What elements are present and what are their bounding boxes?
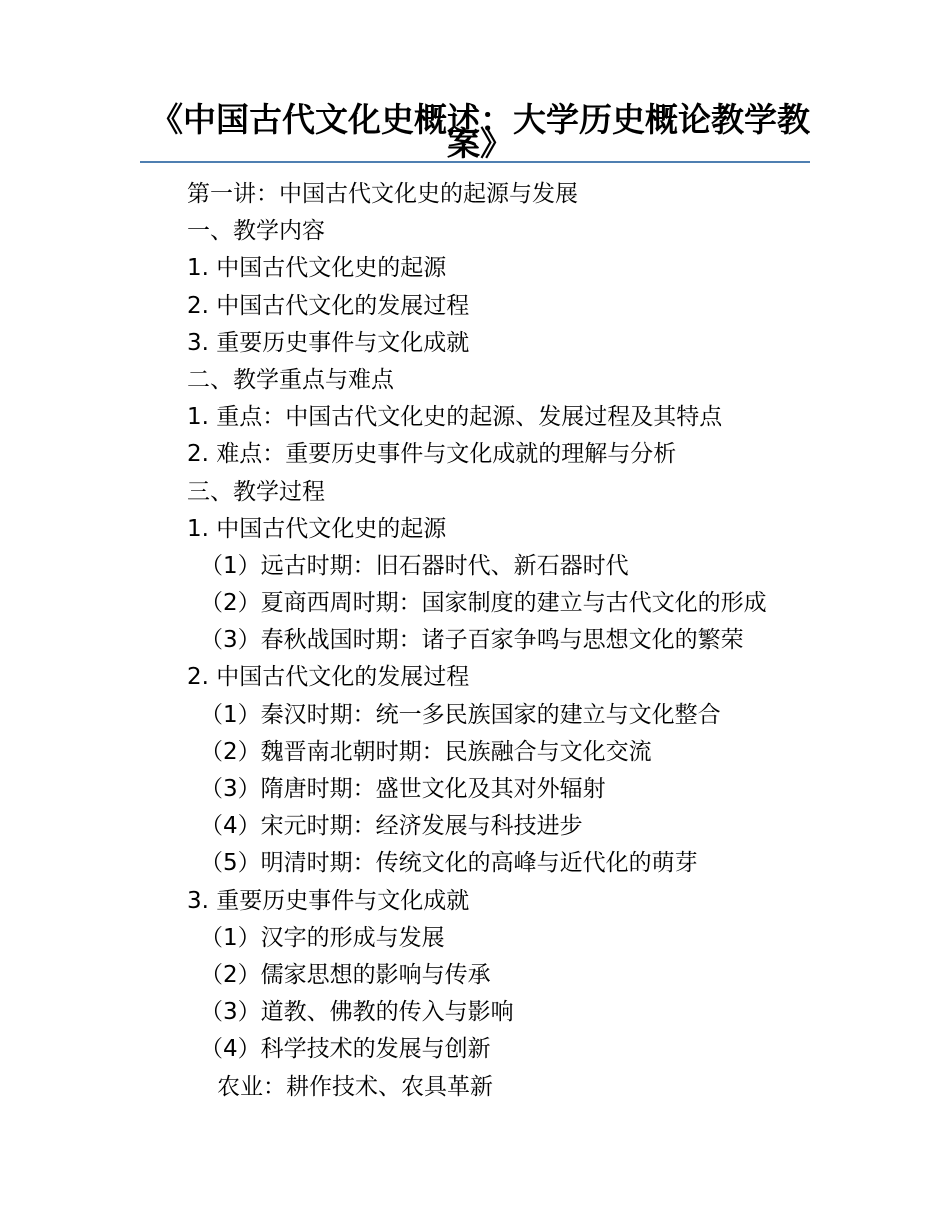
- list-item: 2. 中国古代文化的发展过程: [187, 292, 470, 319]
- list-item: 2. 中国古代文化的发展过程: [187, 664, 470, 691]
- document-body: [187, 176, 887, 1106]
- lecture-heading: 第一讲：中国古代文化史的起源与发展: [187, 181, 578, 207]
- list-item: 3. 重要历史事件与文化成就: [187, 329, 470, 356]
- list-item: 2. 难点：重要历史事件与文化成就的理解与分析: [187, 441, 677, 468]
- sub-list-item: （4）科学技术的发展与创新: [200, 1036, 491, 1063]
- document-title: 《中国古代文化史概述：大学历史概论教学教案》: [150, 100, 810, 163]
- sub-list-item: （1）秦汉时期：统一多民族国家的建立与文化整合: [200, 701, 721, 728]
- sub-list-item: （4）宋元时期：经济发展与科技进步: [200, 813, 583, 840]
- detail-item: 农业：耕作技术、农具革新: [217, 1073, 493, 1100]
- list-item: 1. 中国古代文化史的起源: [187, 515, 447, 542]
- sub-list-item: （5）明清时期：传统文化的高峰与近代化的萌芽: [200, 850, 698, 877]
- section-heading-key-points: 二、教学重点与难点: [187, 366, 394, 393]
- sub-list-item: （1）汉字的形成与发展: [200, 924, 445, 951]
- list-item: 1. 重点：中国古代文化史的起源、发展过程及其特点: [187, 404, 723, 431]
- sub-list-item: （3）春秋战国时期：诸子百家争鸣与思想文化的繁荣: [200, 627, 744, 654]
- sub-list-item: （3）道教、佛教的传入与影响: [200, 999, 514, 1026]
- section-heading-content: 一、教学内容: [187, 218, 325, 245]
- list-item: 3. 重要历史事件与文化成就: [187, 887, 470, 914]
- sub-list-item: （2）魏晋南北朝时期：民族融合与文化交流: [200, 738, 652, 765]
- sub-list-item: （2）儒家思想的影响与传承: [200, 961, 491, 988]
- sub-list-item: （2）夏商西周时期：国家制度的建立与古代文化的形成: [200, 590, 767, 617]
- sub-list-item: （3）隋唐时期：盛世文化及其对外辐射: [200, 776, 606, 802]
- title-underline: [140, 161, 810, 163]
- sub-list-item: （1）远古时期：旧石器时代、新石器时代: [200, 552, 629, 579]
- section-heading-process: 三、教学过程: [187, 478, 325, 505]
- list-item: 1. 中国古代文化史的起源: [187, 255, 447, 282]
